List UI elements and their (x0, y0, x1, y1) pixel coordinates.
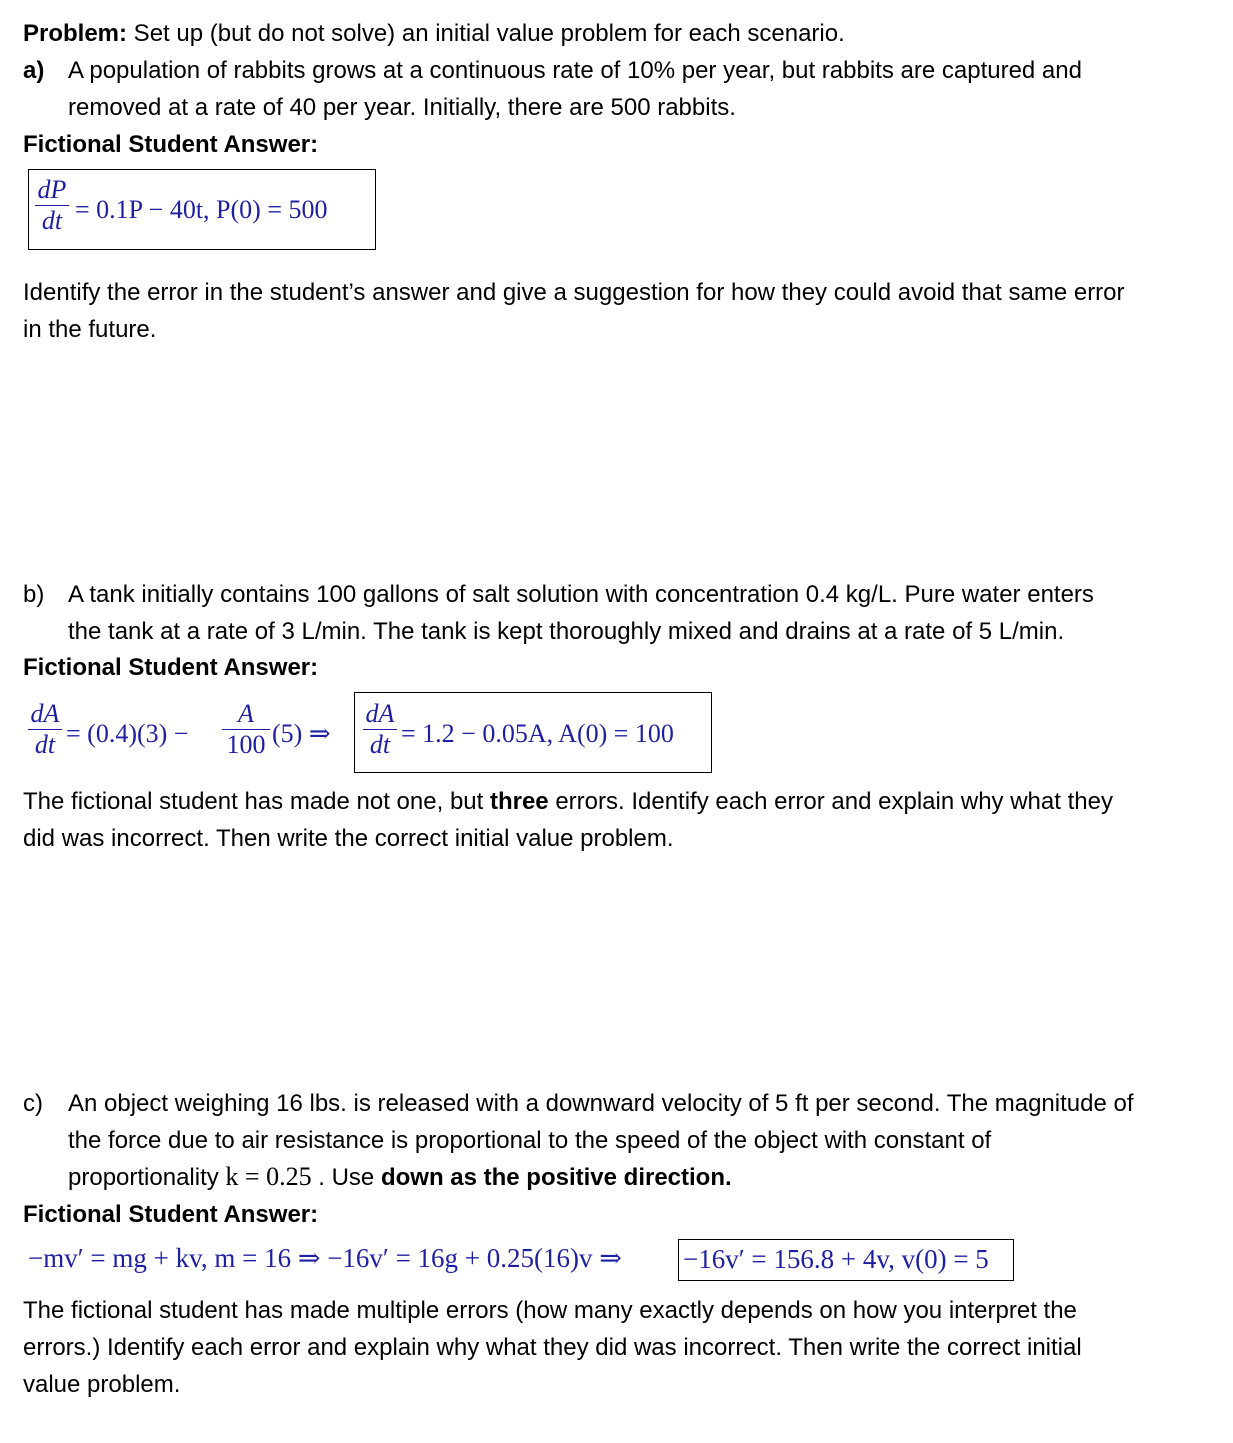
part-a-marker: a) (23, 57, 45, 84)
part-c-student-answer-box (678, 1239, 1014, 1281)
part-b-answer-label: Fictional Student Answer: (23, 654, 319, 681)
part-a-student-answer-box (28, 169, 376, 250)
part-b-derivative-left-denominator: dt (34, 730, 56, 759)
part-a-prompt-line1: Identify the error in the student’s answer and give a suggestion for how they could avoid that same error (23, 279, 1125, 306)
part-c-line3-mid: . Use (311, 1164, 381, 1191)
problem-heading (23, 22, 845, 46)
part-c-prompt-line2: errors.) Identify each error and explain why what they did was incorrect. Then write the correct initial (23, 1334, 1082, 1361)
part-c-marker: c) (23, 1090, 43, 1117)
part-b-fraction-denominator: 100 (226, 730, 266, 759)
part-b-scenario-line2: the tank at a rate of 3 L/min. The tank is kept thoroughly mixed and drains at a rate of 5 L/min. (68, 618, 1065, 645)
part-a-derivative (35, 177, 69, 234)
part-a-derivative-numerator: dP (37, 175, 67, 204)
part-a-scenario-line2: removed at a rate of 40 per year. Initially, there are 500 rabbits. (68, 94, 736, 121)
part-c-line3-bold: down as the positive direction. (380, 1164, 732, 1191)
part-b-fraction-numerator: A (238, 699, 254, 728)
part-b-prompt-pre: The fictional student has made not one, but (23, 788, 490, 815)
part-b-derivative-left (28, 701, 62, 758)
part-c-k-value: k = 0.25 (225, 1162, 312, 1191)
part-a-answer-label: Fictional Student Answer: (23, 131, 319, 158)
part-c-equation-left: −mv′ = mg + kv, m = 16 ⇒ −16v′ = 16g + 0.25(16)v ⇒ (28, 1243, 622, 1273)
part-a-prompt-line2: in the future. (23, 316, 157, 343)
part-c-scenario-line2: the force due to air resistance is proportional to the speed of the object with constant of (68, 1127, 992, 1154)
part-b-prompt-bold: three (489, 788, 549, 815)
part-b-derivative-right-denominator: dt (369, 730, 391, 759)
part-b-prompt-post: errors. Identify each error and explain why what they (548, 788, 1113, 815)
part-b-equation-implies: (5) ⇒ (272, 719, 331, 748)
part-b-derivative-left-numerator: dA (30, 699, 60, 728)
part-b-student-answer-box (354, 692, 712, 773)
part-a-scenario-line1: A population of rabbits grows at a continuous rate of 10% per year, but rabbits are captured and (68, 57, 1082, 84)
part-c-prompt-line3: value problem. (23, 1371, 181, 1398)
part-c-line3-pre: proportionality (68, 1164, 226, 1191)
part-b-scenario-line1: A tank initially contains 100 gallons of salt solution with concentration 0.4 kg/L. Pure water enters (68, 581, 1094, 608)
part-c-answer-label: Fictional Student Answer: (23, 1201, 319, 1228)
problem-label: Problem: (23, 20, 128, 47)
part-b-marker: b) (23, 581, 45, 608)
part-b-derivative-right-numerator: dA (365, 699, 395, 728)
part-b-equation-middle: = (0.4)(3) − (66, 719, 189, 748)
part-c-scenario-line3 (68, 1164, 732, 1190)
part-c-scenario-line1: An object weighing 16 lbs. is released with a downward velocity of 5 ft per second. The magnitude of (68, 1090, 1134, 1117)
part-b-equation-rhs: = 1.2 − 0.05A, A(0) = 100 (401, 719, 674, 748)
part-b-derivative-right (363, 701, 397, 758)
problem-instruction: Set up (but do not solve) an initial value problem for each scenario. (127, 20, 845, 47)
part-b-prompt-line2: did was incorrect. Then write the correct initial value problem. (23, 825, 674, 852)
part-a-derivative-denominator: dt (41, 206, 63, 235)
part-a-equation-rhs: = 0.1P − 40t, P(0) = 500 (75, 195, 328, 224)
part-b-fraction-a-over-100 (222, 701, 270, 758)
part-c-equation-boxed: −16v′ = 156.8 + 4v, v(0) = 5 (683, 1244, 989, 1274)
part-b-prompt-line1 (23, 790, 1113, 814)
part-c-prompt-line1: The fictional student has made multiple errors (how many exactly depends on how you interpret the (23, 1297, 1077, 1324)
